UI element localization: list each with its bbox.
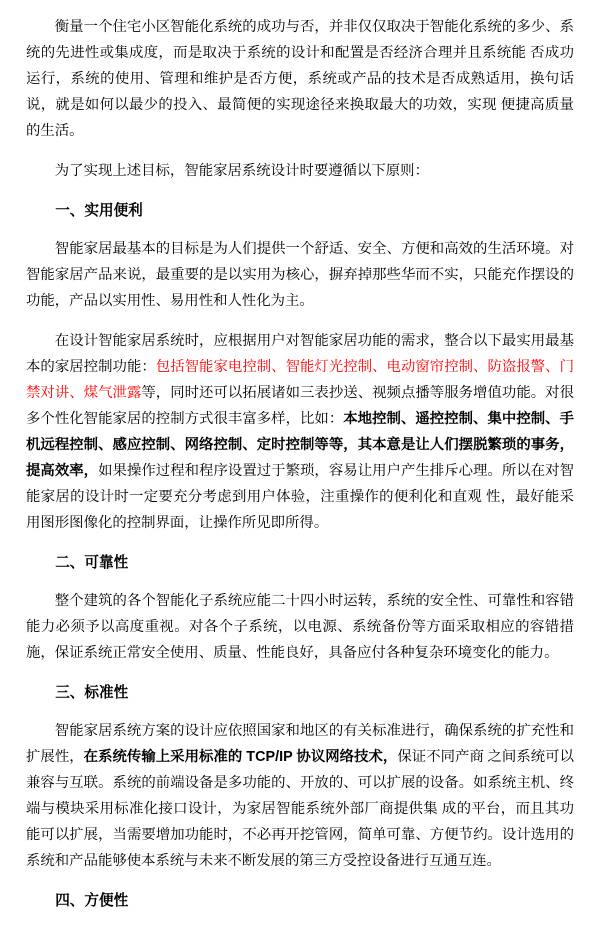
heading-convenience: 四、方便性 xyxy=(55,893,129,909)
run-normal-4: 智能家居系统方案的设计应依照国家和地区的有关标准进行，确保系统的扩充性和扩展性， xyxy=(26,723,574,765)
run-normal-2: 等，同时还可以拓展诸如三表抄送、视频点播等服务增值功能。对很多个性化智能家居的控制方式很丰富多样，比如： xyxy=(26,385,574,427)
paragraph-practical-2 xyxy=(26,328,574,536)
paragraph-goal xyxy=(26,158,574,184)
paragraph-text: 智能家居最基本的目标是为人们提供一个舒适、安全、方便和高效的生活环境。对智能家居产品来说，最重要的是以实用为核心，摒弃掉那些华而不实，只能充作摆设的功能，产品以实用性、易用性和人性化为主。 xyxy=(26,241,574,309)
run-normal-5: 保证不同产商 之间系统可以兼容与互联。系统的前端设备是多功能的、开放的、可以扩展的设备。如系统主机、终端与模块采用标准化接口设计，为家居智能系统外部厂商提供集 成的平台，而且其功能可以扩展，当需要增加功能时，不必再开挖管网，简单可靠、方便节约。设计选用的系统和产品能够使本系统与未来不断发展的第三方受控设备进行互通互连。 xyxy=(26,749,574,869)
run-normal-3: 如果操作过程和程序设置过于繁琐，容易让用户产生排斥心理。所以在对智能家居的设计时一定要充分考虑到用户体验，注重操作的便利化和直观 性，最好能采用图形图像化的控制界面，让操作所见即所得。 xyxy=(26,463,574,531)
heading-reliability: 二、可靠性 xyxy=(55,555,129,571)
run-bold-tcpip: 在系统传输上采用标准的 TCP/IP 协议网络技术， xyxy=(83,749,398,765)
paragraph-practical-1 xyxy=(26,236,574,314)
run-bold-control-modes: 本地控制、遥控控制、集中控制、手机远程控制、感应控制、网络控制、定时控制等等，其本意是让人们摆脱繁琐的事务，提高效率， xyxy=(26,411,574,479)
paragraph-reliability xyxy=(26,588,574,666)
paragraph-text: 为了实现上述目标，智能家居系统设计时要遵循以下原则： xyxy=(54,163,429,179)
heading-standardization: 三、标准性 xyxy=(55,685,129,701)
paragraph-text: 整个建筑的各个智能化子系统应能二十四小时运转，系统的安全性、可靠性和容错能力必须予以高度重视。对各个子系统，以电源、系统备份等方面采取相应的容错措施，保证系统正常安全使用、质量、性能良好，具备应付各种复杂环境变化的能力。 xyxy=(26,593,574,661)
paragraph-text: 衡量一个住宅小区智能化系统的成功与否，并非仅仅取决于智能化系统的多少、系统的先进性或集成度，而是取决于系统的设计和配置是否经济合理并且系统能 否成功运行，系统的使用、管理和维护是否方便，系统或产品的技术是否成熟适用，换句话说，就是如何以最少的投入、最简便的实现途径来换取最大的功效，实现 便捷高质量的生活。 xyxy=(26,19,574,139)
paragraph-intro xyxy=(26,14,574,144)
run-normal-1: 在设计智能家居系统时，应根据用户对智能家居功能的需求，整合以下最实用最基本的家居控制功能： xyxy=(26,333,574,375)
paragraph-standardization xyxy=(26,718,574,874)
run-highlight-red: 包括智能家电控制、智能灯光控制、电动窗帘控制、防盗报警、门禁对讲、煤气泄露 xyxy=(26,359,574,401)
heading-practical: 一、实用便利 xyxy=(55,203,143,219)
